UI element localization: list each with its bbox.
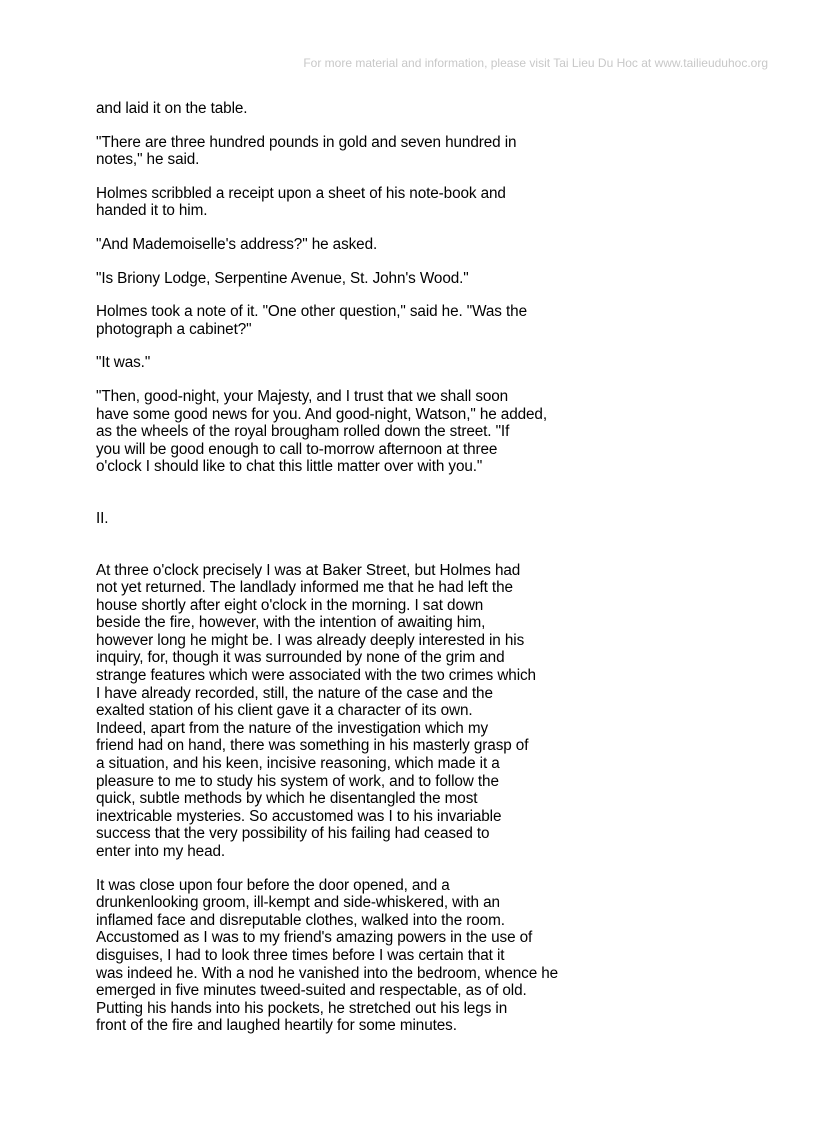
paragraph-7: "It was." xyxy=(96,354,151,372)
paragraph-2: "There are three hundred pounds in gold and seven hundred in notes," he said. xyxy=(96,133,517,169)
section-gap xyxy=(96,476,796,510)
paragraph-gap xyxy=(96,169,796,185)
paragraph-gap xyxy=(96,254,796,270)
paragraph-gap xyxy=(96,220,796,236)
paragraph-gap xyxy=(96,372,796,388)
paragraph-9: At three o'clock precisely I was at Baker Street, but Holmes had not yet returned. The landlady informed me that he had left the house shortly after eight o'clock in the morning. I sat down beside the fire, however, with the intention of awaiting him, however long he might be. I was already deeply interested in his inquiry, for, though it was surrounded by none of the grim and strange features which were associated with the two crimes which I have already recorded, still, the nature of the case and the exalted station of his client gave it a character of its own. Indeed, apart from the nature of the investigation which my friend had on hand, there was something in his masterly grasp of a situation, and his keen, incisive reasoning, which made it a pleasure to me to study his system of work, and to follow the quick, subtle methods by which he disentangled the most inextricable mysteries. So accustomed was I to his invariable success that the very possibility of his failing had ceased to enter into my head. xyxy=(96,561,536,860)
section-heading: II. xyxy=(96,509,109,527)
paragraph-gap xyxy=(96,861,796,877)
section-gap xyxy=(96,528,796,562)
paragraph-gap xyxy=(96,118,796,134)
document-body xyxy=(96,100,796,1035)
paragraph-gap xyxy=(96,338,796,354)
paragraph-gap xyxy=(96,287,796,303)
paragraph-5: "Is Briony Lodge, Serpentine Avenue, St. John's Wood." xyxy=(96,269,469,287)
paragraph-3: Holmes scribbled a receipt upon a sheet of his note-book and handed it to him. xyxy=(96,184,506,220)
paragraph-10: It was close upon four before the door opened, and a drunkenlooking groom, ill-kempt and side-whiskered, with an inflamed face and disreputable clothes, walked into the room. Accustomed as I was to my friend's amazing powers in the use of disguises, I had to look three times before I was certain that it was indeed he. With a nod he vanished into the bedroom, whence he emerged in five minutes tweed-suited and respectable, as of old. Putting his hands into his pockets, he stretched out his legs in front of the fire and laughed heartily for some minutes. xyxy=(96,876,559,1035)
paragraph-4: "And Mademoiselle's address?" he asked. xyxy=(96,235,378,253)
header-website-note: For more material and information, please visit Tai Lieu Du Hoc at www.tailieuduhoc.org xyxy=(303,56,768,70)
paragraph-6: Holmes took a note of it. "One other question," said he. "Was the photograph a cabinet?" xyxy=(96,303,527,338)
paragraph-1: and laid it on the table. xyxy=(96,100,248,117)
paragraph-8: "Then, good-night, your Majesty, and I trust that we shall soon have some good news for you. And good-night, Watson," he added, as the wheels of the royal brougham rolled down the street. "If you will be good enough to call to-morrow afternoon at three o'clock I should like to chat this little matter over with you." xyxy=(96,387,547,476)
